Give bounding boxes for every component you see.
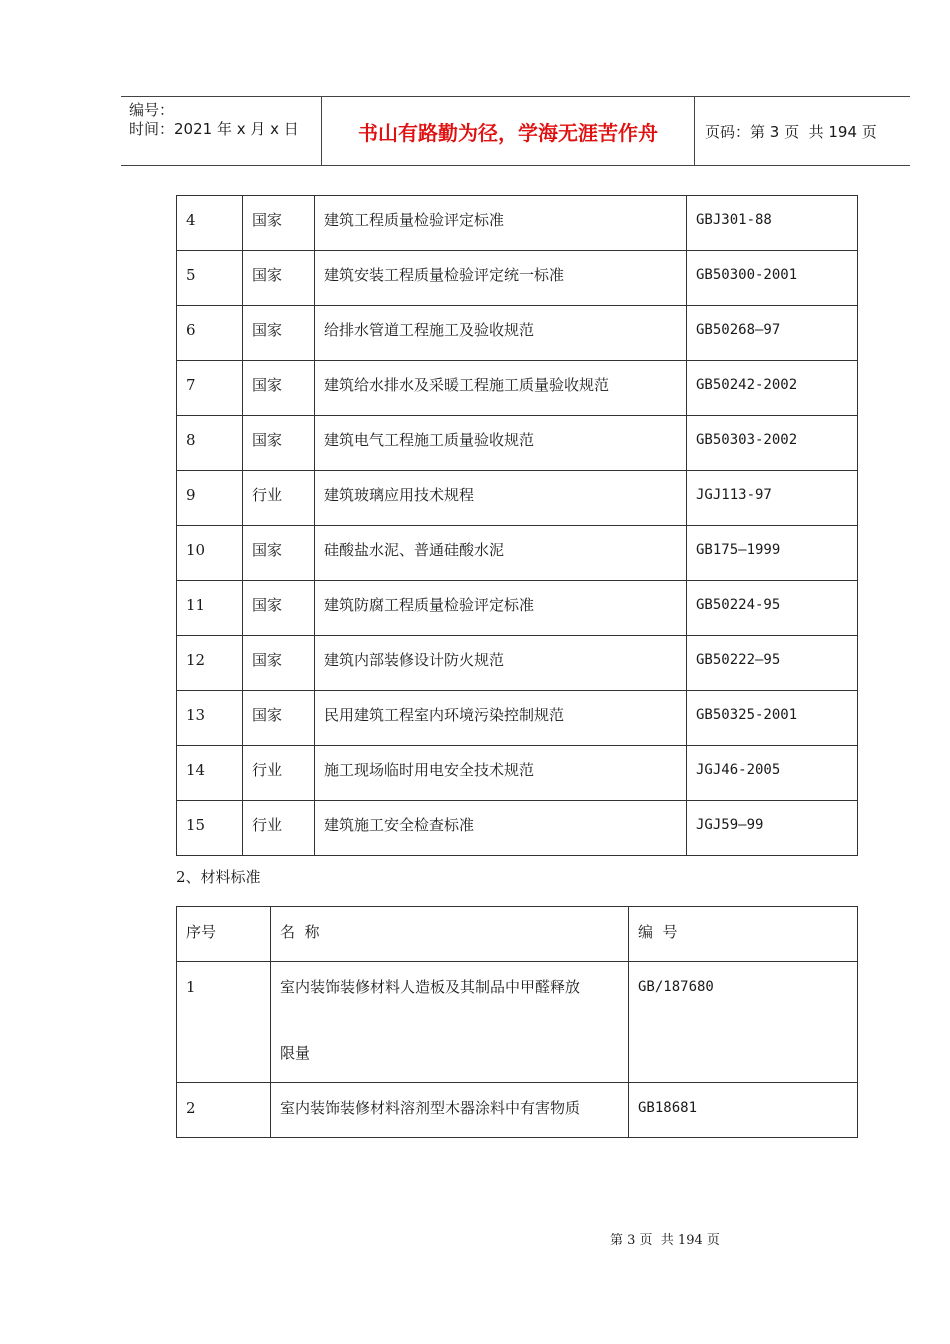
cell-name-text: 建筑玻璃应用技术规程 <box>324 486 475 504</box>
table-row <box>177 251 858 306</box>
cell-no-text: 11 <box>186 596 206 614</box>
cell-level-text: 国家 <box>252 321 283 339</box>
cell-no-text: 7 <box>186 376 196 394</box>
table-row <box>177 801 858 856</box>
table-row <box>177 196 858 251</box>
cell-code-text: JGJ59—99 <box>696 817 764 833</box>
cell-no <box>177 471 243 526</box>
document-header <box>121 96 910 166</box>
cell-name <box>315 636 687 691</box>
cell-no-text: 15 <box>186 816 206 834</box>
cell-name <box>315 801 687 856</box>
cell-no <box>177 306 243 361</box>
cell-name <box>315 526 687 581</box>
cell-level <box>243 306 315 361</box>
cell-code-text: JGJ46-2005 <box>696 762 781 778</box>
cell-name-text: 施工现场临时用电安全技术规范 <box>324 761 535 779</box>
table-row <box>177 526 858 581</box>
cell-level <box>243 196 315 251</box>
header-cell-name <box>271 907 629 962</box>
cell-no <box>177 196 243 251</box>
cell-level-text: 国家 <box>252 541 283 559</box>
cell-code <box>629 1083 858 1138</box>
cell-level-text: 国家 <box>252 596 283 614</box>
cell-no-text: 13 <box>186 706 206 724</box>
header-cell-no <box>177 907 271 962</box>
row-code-text: GB/187680 <box>638 979 714 995</box>
cell-no <box>177 1083 271 1138</box>
row-name-line2: 限量 <box>280 1044 311 1062</box>
table-header-row <box>177 907 858 962</box>
cell-code-text: GB50242-2002 <box>696 377 798 393</box>
cell-name-text: 建筑电气工程施工质量验收规范 <box>324 431 535 449</box>
table-row <box>177 581 858 636</box>
table-row <box>177 691 858 746</box>
cell-level <box>243 801 315 856</box>
cell-no-text: 4 <box>186 211 196 229</box>
cell-level-text: 行业 <box>252 486 283 504</box>
cell-no <box>177 526 243 581</box>
table-row <box>177 416 858 471</box>
cell-name <box>271 1083 629 1138</box>
cell-name <box>315 581 687 636</box>
header-divider <box>694 97 695 165</box>
header-time-label: 时间：2021 年 x 月 x 日 <box>129 120 299 138</box>
cell-code <box>687 581 858 636</box>
cell-name <box>315 416 687 471</box>
cell-no <box>177 581 243 636</box>
cell-name-text: 建筑施工安全检查标准 <box>324 816 475 834</box>
cell-no <box>177 361 243 416</box>
cell-name-text: 建筑防腐工程质量检验评定标准 <box>324 596 535 614</box>
table-row <box>177 962 858 1083</box>
cell-code-text: GB50300-2001 <box>696 267 798 283</box>
cell-no <box>177 801 243 856</box>
cell-no-text: 12 <box>186 651 206 669</box>
standards-table <box>176 195 858 856</box>
cell-level <box>243 746 315 801</box>
cell-no-text: 8 <box>186 431 196 449</box>
table-row <box>177 471 858 526</box>
cell-level-text: 国家 <box>252 376 283 394</box>
cell-level-text: 国家 <box>252 706 283 724</box>
cell-name <box>315 306 687 361</box>
cell-name <box>315 361 687 416</box>
table-row <box>177 306 858 361</box>
cell-code-text: JGJ113-97 <box>696 487 772 503</box>
header-meta <box>129 101 319 139</box>
cell-code <box>687 306 858 361</box>
cell-name-text: 建筑工程质量检验评定标准 <box>324 211 505 229</box>
cell-name-text: 建筑给水排水及采暖工程施工质量验收规范 <box>324 376 610 394</box>
cell-code <box>687 691 858 746</box>
cell-level <box>243 691 315 746</box>
cell-level <box>243 251 315 306</box>
row-name-line1: 室内装饰装修材料人造板及其制品中甲醛释放 <box>280 978 581 996</box>
row-name-text: 室内装饰装修材料溶剂型木器涂料中有害物质 <box>280 1099 581 1117</box>
cell-name-text: 硅酸盐水泥、普通硅酸水泥 <box>324 541 505 559</box>
cell-code <box>687 746 858 801</box>
cell-code <box>687 251 858 306</box>
cell-level-text: 国家 <box>252 431 283 449</box>
cell-no-text: 14 <box>186 761 206 779</box>
cell-no-text: 5 <box>186 266 196 284</box>
cell-no-text: 6 <box>186 321 196 339</box>
cell-name <box>315 251 687 306</box>
cell-no-text: 9 <box>186 486 196 504</box>
cell-name-text: 给排水管道工程施工及验收规范 <box>324 321 535 339</box>
table-row <box>177 1083 858 1138</box>
header-page-info <box>705 97 877 165</box>
cell-name <box>271 962 629 1083</box>
material-standards-table <box>176 906 858 1138</box>
header-number-label: 编号： <box>129 101 175 119</box>
cell-code-text: GB50224-95 <box>696 597 781 613</box>
cell-code-text: GB50222—95 <box>696 652 781 668</box>
cell-code <box>687 361 858 416</box>
table-row <box>177 361 858 416</box>
page-footer: 第 3 页 共 194 页 <box>610 1233 720 1248</box>
cell-level-text: 行业 <box>252 816 283 834</box>
cell-name-text: 建筑安装工程质量检验评定统一标准 <box>324 266 565 284</box>
header-name-text: 名 称 <box>280 923 320 941</box>
cell-code <box>687 636 858 691</box>
cell-code-text: GBJ301-88 <box>696 212 772 228</box>
cell-code <box>687 416 858 471</box>
cell-name <box>315 691 687 746</box>
cell-level-text: 国家 <box>252 211 283 229</box>
cell-code <box>687 801 858 856</box>
row-no-text: 1 <box>186 978 196 996</box>
row-code-text: GB18681 <box>638 1100 698 1116</box>
cell-no <box>177 962 271 1083</box>
cell-code <box>687 526 858 581</box>
cell-code <box>687 196 858 251</box>
cell-no <box>177 746 243 801</box>
cell-level <box>243 471 315 526</box>
header-motto: 书山有路勤为径，学海无涯苦作舟 <box>358 120 658 145</box>
cell-level <box>243 416 315 471</box>
section-title: 2、材料标准 <box>176 868 261 886</box>
cell-code <box>687 471 858 526</box>
header-cell-code <box>629 907 858 962</box>
row-no-text: 2 <box>186 1099 196 1117</box>
cell-code <box>629 962 858 1083</box>
cell-code-text: GB50268—97 <box>696 322 781 338</box>
cell-name <box>315 196 687 251</box>
cell-no-text: 10 <box>186 541 206 559</box>
cell-code-text: GB50325-2001 <box>696 707 798 723</box>
cell-name <box>315 471 687 526</box>
cell-no <box>177 691 243 746</box>
header-no-text: 序号 <box>186 923 217 941</box>
cell-level-text: 行业 <box>252 761 283 779</box>
cell-no <box>177 416 243 471</box>
cell-name <box>315 746 687 801</box>
cell-level-text: 国家 <box>252 266 283 284</box>
header-code-text: 编 号 <box>638 923 678 941</box>
table-row <box>177 746 858 801</box>
cell-no <box>177 636 243 691</box>
cell-level <box>243 361 315 416</box>
cell-level <box>243 636 315 691</box>
cell-code-text: GB50303-2002 <box>696 432 798 448</box>
cell-name-text: 民用建筑工程室内环境污染控制规范 <box>324 706 565 724</box>
cell-no <box>177 251 243 306</box>
header-page-info-text: 页码：第 3 页 共 194 页 <box>705 122 877 141</box>
cell-code-text: GB175—1999 <box>696 542 781 558</box>
cell-name-text: 建筑内部装修设计防火规范 <box>324 651 505 669</box>
cell-level <box>243 526 315 581</box>
cell-level <box>243 581 315 636</box>
table-row <box>177 636 858 691</box>
cell-level-text: 国家 <box>252 651 283 669</box>
